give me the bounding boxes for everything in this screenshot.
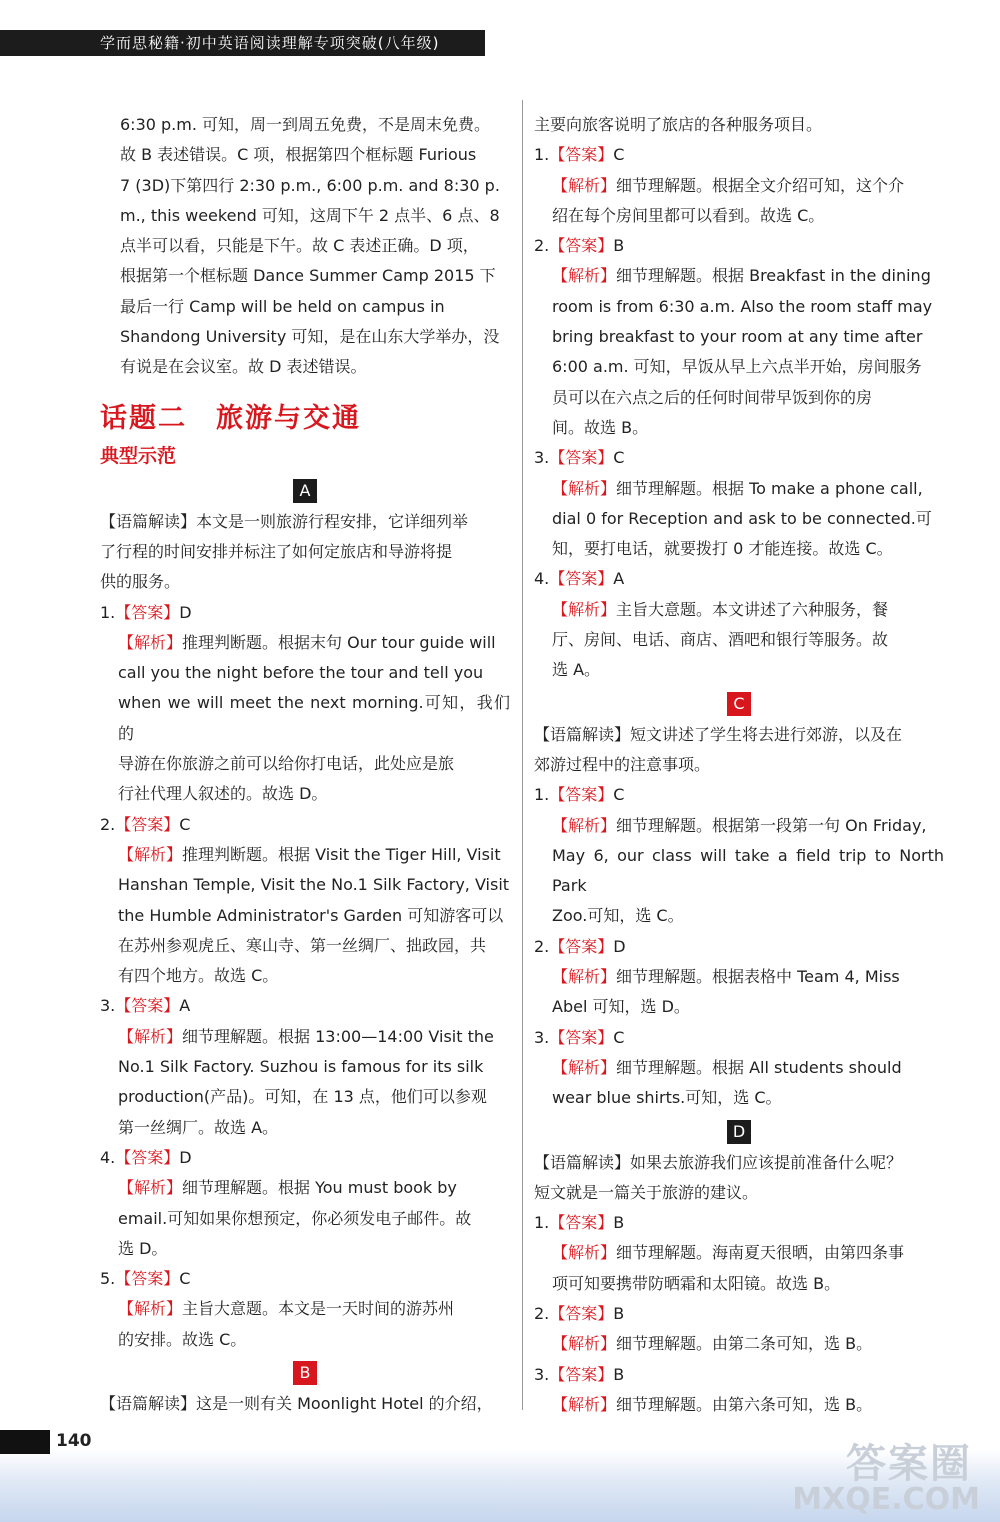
- analysis-line: the Humble Administrator's Garden 可知游客可以: [118, 905, 504, 925]
- analysis-line: No.1 Silk Factory. Suzhou is famous for its silk: [118, 1057, 484, 1077]
- answer-label: 【答案】: [549, 1027, 614, 1047]
- answer-label: 【答案】: [115, 1147, 180, 1167]
- section-b-answers: [534, 140, 944, 685]
- answer-label: 【答案】: [549, 1364, 614, 1384]
- page-number: 140: [56, 1431, 92, 1451]
- question-number: 4.: [100, 1147, 116, 1167]
- question-number: 3.: [100, 996, 116, 1016]
- section-d-answers: [534, 1208, 944, 1420]
- text-line: Shandong University 可知，是在山东大学举办，没: [120, 327, 500, 347]
- summary-line: 短文就是一篇关于旅游的建议。: [534, 1182, 759, 1202]
- analysis-line: 的安排。故选 C。: [118, 1329, 247, 1349]
- summary-line: [100, 1389, 510, 1419]
- summary-text: 如果去旅游我们应该提前准备什么呢？: [630, 1152, 903, 1172]
- summary-text: 短文讲述了学生将去进行郊游，以及在: [630, 724, 903, 744]
- question-number: 2.: [534, 1303, 550, 1323]
- analysis-line: Abel 可知，选 D。: [552, 997, 690, 1017]
- analysis-line: 绍在每个房间里都可以看到。故选 C。: [552, 205, 825, 225]
- section-label-d: D: [727, 1120, 751, 1144]
- analysis-line: [534, 261, 944, 291]
- analysis-text: 细节理解题。根据 Breakfast in the dining: [616, 266, 931, 286]
- answer-value: D: [179, 1147, 192, 1167]
- analysis-line: bring breakfast to your room at any time after: [552, 327, 923, 347]
- text-line: 7 (3D)下第四行 2:30 p.m., 6:00 p.m. and 8:30 p.: [120, 175, 500, 195]
- analysis-line: [534, 962, 944, 992]
- topic-title: 话题二 旅游与交通: [100, 402, 361, 434]
- analysis-line: [534, 1329, 944, 1359]
- answer-line: [534, 1023, 944, 1053]
- analysis-text: 细节理解题。由第六条可知，选 B。: [616, 1394, 873, 1414]
- answer-label: 【答案】: [115, 996, 180, 1016]
- answer-label: 【答案】: [549, 785, 614, 805]
- analysis-label: 【解析】: [552, 175, 617, 195]
- answer-line: [534, 780, 944, 810]
- answer-value: D: [613, 936, 626, 956]
- analysis-line: [534, 474, 944, 504]
- header-title: 学而思秘籍·初中英语阅读理解专项突破(八年级): [100, 34, 440, 52]
- analysis-line: [100, 1022, 510, 1052]
- analysis-line: 厅、房间、电话、商店、酒吧和银行等服务。故: [552, 630, 889, 650]
- answer-value: C: [613, 145, 625, 165]
- analysis-text: 主旨大意题。本文讲述了六种服务，餐: [616, 599, 889, 619]
- summary-line: [100, 507, 510, 537]
- analysis-line: [100, 1173, 510, 1203]
- answer-label: 【答案】: [115, 814, 180, 834]
- analysis-line: [534, 171, 944, 201]
- analysis-line: 间。故选 B。: [552, 417, 649, 437]
- question-number: 1.: [100, 602, 116, 622]
- answer-line: [534, 1299, 944, 1329]
- summary-line: [534, 1148, 944, 1178]
- analysis-label: 【解析】: [552, 478, 617, 498]
- analysis-label: 【解析】: [118, 1299, 183, 1319]
- analysis-line: 有四个地方。故选 C。: [118, 966, 279, 986]
- text-line: 有说是在会议室。故 D 表述错误。: [120, 357, 367, 377]
- analysis-line: room is from 6:30 a.m. Also the room staff may: [552, 296, 933, 316]
- answer-value: C: [613, 785, 625, 805]
- answer-line: [534, 443, 944, 473]
- section-c-answers: [534, 780, 944, 1113]
- analysis-label: 【解析】: [118, 632, 183, 652]
- answer-line: [100, 1264, 510, 1294]
- analysis-line: [534, 595, 944, 625]
- summary-label: 【语篇解读】: [100, 511, 197, 531]
- section-label-b: B: [293, 1361, 317, 1385]
- analysis-text: 推理判断题。根据 Visit the Tiger Hill, Visit: [182, 844, 501, 864]
- analysis-line: [100, 1294, 510, 1324]
- answer-value: B: [613, 236, 625, 256]
- analysis-line: wear blue shirts.可知，选 C。: [552, 1088, 782, 1108]
- analysis-line: [534, 1238, 944, 1268]
- text-line: 最后一行 Camp will be held on campus in: [120, 296, 445, 316]
- analysis-line: production(产品)。可知，在 13 点，他们可以参观: [118, 1087, 487, 1107]
- analysis-text: 推理判断题。根据末句 Our tour guide will: [182, 632, 496, 652]
- answer-value: C: [179, 1269, 191, 1289]
- question-number: 2.: [534, 936, 550, 956]
- analysis-text: 细节理解题。由第二条可知，选 B。: [616, 1334, 873, 1354]
- analysis-line: dial 0 for Reception and ask to be connected.可: [552, 508, 932, 528]
- analysis-text: 细节理解题。根据 13:00—14:00 Visit the: [182, 1026, 494, 1046]
- answer-label: 【答案】: [549, 448, 614, 468]
- summary-label: 【语篇解读】: [534, 1152, 631, 1172]
- watermark-logo: 答案圈: [846, 1441, 972, 1487]
- analysis-text: 细节理解题。海南夏天很晒，由第四条事: [616, 1243, 905, 1263]
- analysis-line: [534, 811, 944, 841]
- summary-label: 【语篇解读】: [100, 1393, 197, 1413]
- question-number: 4.: [534, 569, 550, 589]
- answer-label: 【答案】: [115, 602, 180, 622]
- answer-value: A: [179, 996, 191, 1016]
- section-label-a: A: [293, 479, 317, 503]
- question-number: 3.: [534, 1027, 550, 1047]
- answer-line: [534, 932, 944, 962]
- analysis-text: 细节理解题。根据 You must book by: [182, 1178, 457, 1198]
- answer-line: [100, 1143, 510, 1173]
- question-number: 1.: [534, 785, 550, 805]
- analysis-line: 知，要打电话，就要拨打 0 才能连接。故选 C。: [552, 539, 893, 559]
- question-number: 2.: [534, 236, 550, 256]
- summary-text: 这是一则有关 Moonlight Hotel 的介绍，: [196, 1393, 493, 1413]
- analysis-text: 细节理解题。根据表格中 Team 4, Miss: [616, 967, 900, 987]
- analysis-line: 第一丝绸厂。故选 A。: [118, 1117, 279, 1137]
- analysis-line: [100, 628, 510, 658]
- right-column: [534, 110, 944, 1420]
- analysis-label: 【解析】: [118, 1026, 183, 1046]
- text-line: 故 B 表述错误。C 项，根据第四个框标题 Furious: [120, 145, 477, 165]
- question-number: 5.: [100, 1269, 116, 1289]
- answer-value: D: [179, 602, 192, 622]
- question-number: 2.: [100, 814, 116, 834]
- analysis-line: Hanshan Temple, Visit the No.1 Silk Factory, Visit: [118, 875, 510, 895]
- text-line: 点半可以看，只能是下午。故 C 表述正确。D 项，: [120, 236, 479, 256]
- analysis-label: 【解析】: [552, 599, 617, 619]
- analysis-text: 主旨大意题。本文是一天时间的游苏州: [182, 1299, 455, 1319]
- analysis-line: when we will meet the next morning.可知，我们的: [118, 693, 510, 743]
- answer-label: 【答案】: [549, 236, 614, 256]
- left-column: [100, 110, 510, 1419]
- answer-value: A: [613, 569, 625, 589]
- summary-line: [534, 720, 944, 750]
- analysis-line: [100, 840, 510, 870]
- analysis-line: 在苏州参观虎丘、寒山寺、第一丝绸厂、拙政园，共: [118, 935, 487, 955]
- section-a-answers: [100, 598, 510, 1355]
- analysis-label: 【解析】: [552, 1394, 617, 1414]
- analysis-label: 【解析】: [552, 1334, 617, 1354]
- analysis-line: 员可以在六点之后的任何时间带早饭到你的房: [552, 387, 873, 407]
- answer-value: C: [613, 1027, 625, 1047]
- analysis-line: 导游在你旅游之前可以给你打电话，此处应是旅: [118, 754, 455, 774]
- question-number: 1.: [534, 1213, 550, 1233]
- analysis-label: 【解析】: [552, 967, 617, 987]
- section-label-c: C: [727, 692, 751, 716]
- summary-label: 【语篇解读】: [534, 724, 631, 744]
- answer-line: [534, 564, 944, 594]
- summary-line: 供的服务。: [100, 572, 181, 592]
- question-number: 1.: [534, 145, 550, 165]
- analysis-line: 选 A。: [552, 660, 601, 680]
- analysis-label: 【解析】: [118, 844, 183, 864]
- answer-value: B: [613, 1213, 625, 1233]
- summary-line: 郊游过程中的注意事项。: [534, 754, 711, 774]
- analysis-line: call you the night before the tour and tell you: [118, 663, 484, 683]
- analysis-line: 行社代理人叙述的。故选 D。: [118, 784, 328, 804]
- answer-label: 【答案】: [115, 1269, 180, 1289]
- analysis-line: [534, 1053, 944, 1083]
- answer-value: C: [179, 814, 191, 834]
- answer-line: [534, 1208, 944, 1238]
- answer-label: 【答案】: [549, 936, 614, 956]
- topic-subtitle: 典型示范: [100, 444, 177, 467]
- column-divider: [522, 100, 523, 1410]
- intro-paragraph: [100, 110, 510, 383]
- answer-line: [534, 1360, 944, 1390]
- question-number: 3.: [534, 1364, 550, 1384]
- answer-label: 【答案】: [549, 1303, 614, 1323]
- text-line: m., this weekend 可知，这周下午 2 点半、6 点、8: [120, 205, 500, 225]
- summary-line: 主要向旅客说明了旅店的各种服务项目。: [534, 115, 823, 134]
- answer-line: [100, 810, 510, 840]
- answer-line: [534, 231, 944, 261]
- analysis-label: 【解析】: [552, 1243, 617, 1263]
- answer-line: [534, 140, 944, 170]
- answer-value: C: [613, 448, 625, 468]
- question-number: 3.: [534, 448, 550, 468]
- summary-line: 了行程的时间安排并标注了如何定旅店和导游将提: [100, 541, 453, 561]
- analysis-line: Zoo.可知，选 C。: [552, 906, 684, 926]
- answer-line: [100, 598, 510, 628]
- watermark-url: MXQE.COM: [792, 1482, 980, 1517]
- answer-label: 【答案】: [549, 569, 614, 589]
- analysis-label: 【解析】: [118, 1178, 183, 1198]
- analysis-text: 细节理解题。根据第一段第一句 On Friday,: [616, 815, 927, 835]
- answer-label: 【答案】: [549, 1213, 614, 1233]
- analysis-label: 【解析】: [552, 815, 617, 835]
- answer-value: B: [613, 1303, 625, 1323]
- analysis-text: 细节理解题。根据全文介绍可知，这个介: [616, 175, 905, 195]
- analysis-line: email.可知如果你想预定，你必须发电子邮件。故: [118, 1208, 472, 1228]
- answer-line: [100, 991, 510, 1021]
- analysis-text: 细节理解题。根据 To make a phone call,: [616, 478, 923, 498]
- answer-label: 【答案】: [549, 145, 614, 165]
- analysis-line: [534, 1390, 944, 1420]
- text-line: 根据第一个框标题 Dance Summer Camp 2015 下: [120, 266, 496, 286]
- text-line: 6:30 p.m. 可知，周一到周五免费，不是周末免费。: [120, 115, 491, 134]
- summary-text: 本文是一则旅游行程安排，它详细列举: [196, 511, 469, 531]
- analysis-line: 6:00 a.m. 可知，早饭从早上六点半开始，房间服务: [552, 357, 922, 377]
- analysis-text: 细节理解题。根据 All students should: [616, 1057, 902, 1077]
- analysis-line: 项可知要携带防晒霜和太阳镜。故选 B。: [552, 1273, 841, 1293]
- analysis-line: May 6, our class will take a field trip to North Park: [552, 845, 944, 896]
- analysis-label: 【解析】: [552, 266, 617, 286]
- page-number-bar: [0, 1430, 50, 1454]
- analysis-label: 【解析】: [552, 1057, 617, 1077]
- answer-value: B: [613, 1364, 625, 1384]
- analysis-line: 选 D。: [118, 1238, 168, 1258]
